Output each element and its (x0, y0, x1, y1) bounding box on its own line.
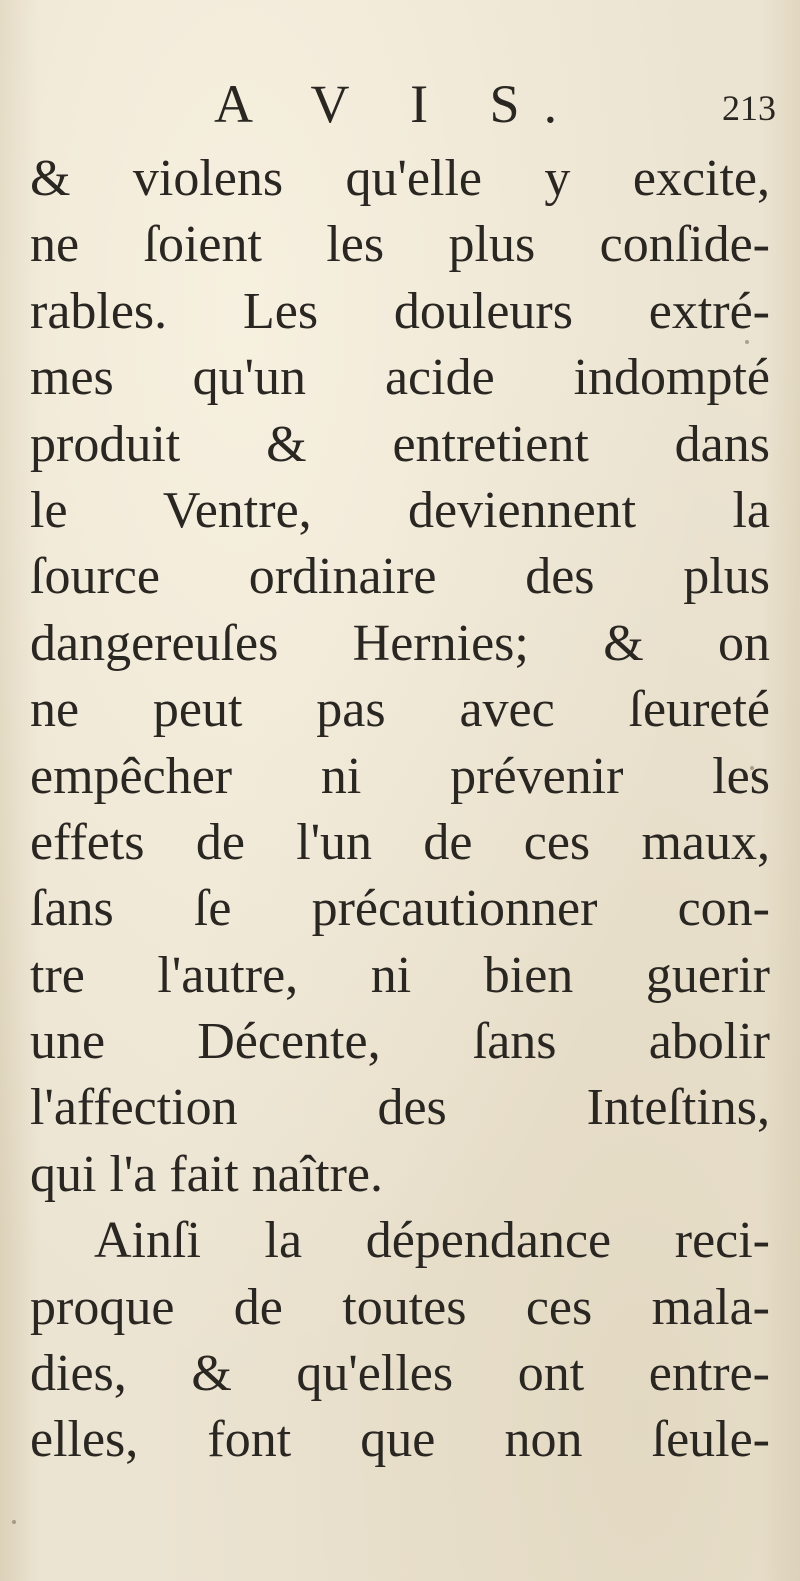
text-line: ne ſoient les plus conſide- (30, 216, 770, 274)
text-line: dies, & qu'elles ont entre- (30, 1345, 770, 1403)
text-line: ne peut pas avec ſeureté (30, 681, 770, 739)
running-head (0, 70, 800, 140)
paper-speck (745, 340, 749, 344)
text-line: dangereuſes Hernies; & on (30, 614, 770, 672)
page-number: 213 (722, 88, 776, 128)
body-text (30, 146, 770, 1474)
text-line: le Ventre, deviennent la (30, 481, 770, 539)
paper-speck (12, 1520, 16, 1524)
text-line: produit & entretient dans (30, 415, 770, 473)
text-line: mes qu'un acide indompté (30, 349, 770, 407)
text-line: ſource ordinaire des plus (30, 548, 770, 606)
text-line: rables. Les douleurs extré- (30, 282, 770, 340)
text-line: l'affection des Inteſtins, (30, 1079, 770, 1137)
text-line: proque de toutes ces mala- (30, 1278, 770, 1336)
paragraph-1 (30, 146, 770, 1208)
text-line: une Décente, ſans abolir (30, 1013, 770, 1071)
paper-speck (750, 766, 754, 770)
text-line: Ainſi la dépendance reci- (94, 1212, 770, 1270)
text-line: elles, font que non ſeule- (30, 1411, 770, 1469)
text-line: & violens qu'elle y excite, (30, 150, 770, 207)
text-line: ſans ſe précautionner con- (30, 880, 770, 938)
text-line: empêcher ni prévenir les (30, 747, 770, 805)
text-line: tre l'autre, ni bien guerir (30, 946, 770, 1004)
text-line: effets de l'un de ces maux, (30, 813, 770, 871)
running-head-title: A V I S. (214, 74, 582, 134)
text-line: qui l'a fait naître. (30, 1145, 384, 1203)
paragraph-2 (30, 1208, 770, 1474)
